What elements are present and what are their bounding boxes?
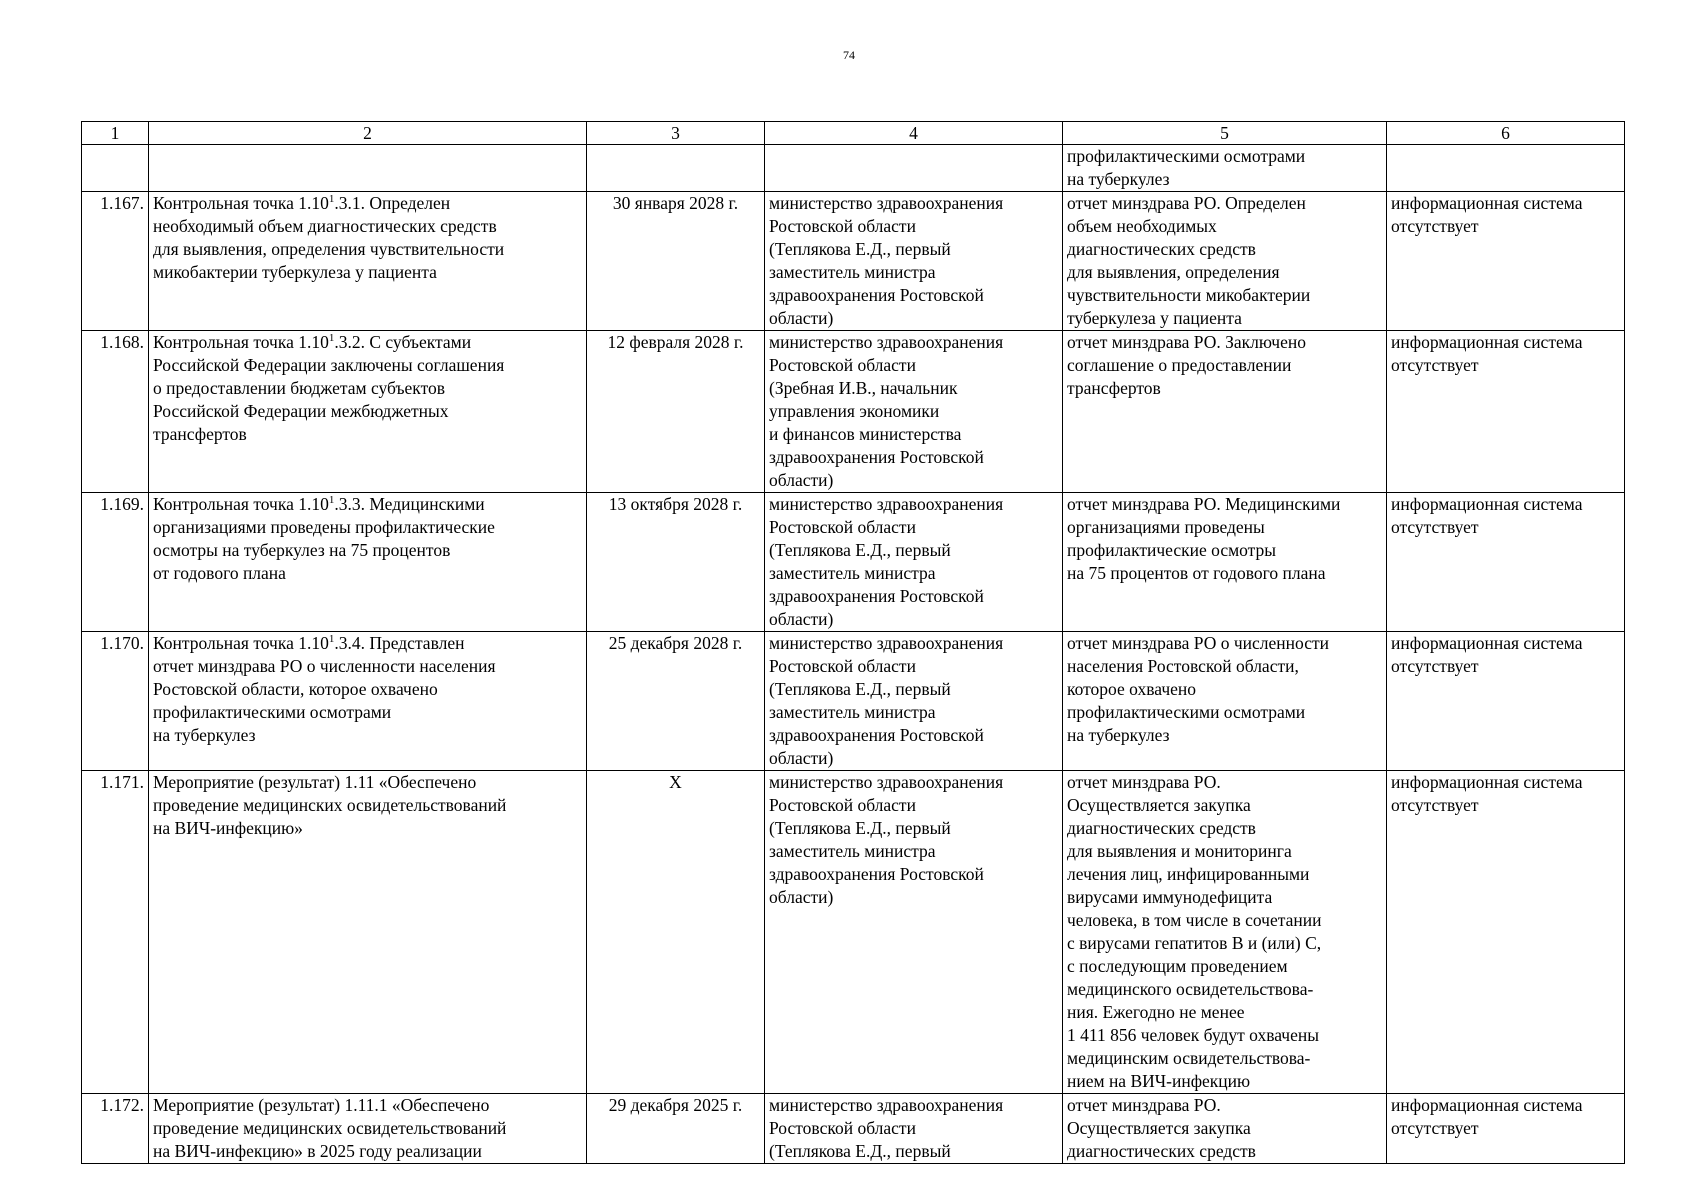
cell-name: Мероприятие (результат) 1.11.1 «Обеспечено проведение медицинских освидетельствований на ВИЧ-инфекцию» в 2025 году реализации xyxy=(149,1094,587,1164)
name-prefix: Контрольная точка 1.10 xyxy=(153,494,329,514)
cell-result: отчет минздрава РО о численности населения Ростовской области, которое охвачено профилактическими осмотрами на туберкулез xyxy=(1063,632,1387,771)
cell-result: отчет минздрава РО. Заключено соглашение о предоставлении трансфертов xyxy=(1063,331,1387,493)
cell-responsible xyxy=(765,145,1063,192)
table-header xyxy=(82,122,1625,145)
cell-result: отчет минздрава РО. Медицинскими организациями проведены профилактические осмотры на 75 процентов от годового плана xyxy=(1063,493,1387,632)
table-row xyxy=(82,192,1625,331)
cell-info-system: информационная система отсутствует xyxy=(1387,331,1625,493)
cell-date: 29 декабря 2025 г. xyxy=(587,1094,765,1164)
cell-responsible: министерство здравоохранения Ростовской области (Теплякова Е.Д., первый xyxy=(765,1094,1063,1164)
name-prefix: Контрольная точка 1.10 xyxy=(153,332,329,352)
header-row xyxy=(82,122,1625,145)
cell-date: 12 февраля 2028 г. xyxy=(587,331,765,493)
column-header-6: 6 xyxy=(1387,122,1625,145)
table-row xyxy=(82,493,1625,632)
table-body xyxy=(82,145,1625,1164)
cell-num: 1.168. xyxy=(82,331,149,493)
column-header-5: 5 xyxy=(1063,122,1387,145)
column-header-1: 1 xyxy=(82,122,149,145)
table-row xyxy=(82,632,1625,771)
cell-date: 13 октября 2028 г. xyxy=(587,493,765,632)
page-number: 74 xyxy=(843,48,855,62)
cell-name: Мероприятие (результат) 1.11 «Обеспечено проведение медицинских освидетельствований на ВИЧ-инфекцию» xyxy=(149,771,587,1094)
name-superscript: 1 xyxy=(328,494,335,507)
cell-name xyxy=(149,145,587,192)
plan-table xyxy=(81,121,1625,1164)
cell-responsible: министерство здравоохранения Ростовской области (Теплякова Е.Д., первый заместитель министра здравоохранения Ростовской области) xyxy=(765,192,1063,331)
cell-responsible: министерство здравоохранения Ростовской области (Теплякова Е.Д., первый заместитель министра здравоохранения Ростовской области) xyxy=(765,632,1063,771)
cell-name xyxy=(149,493,587,632)
cell-result: отчет минздрава РО. Осуществляется закупка диагностических средств xyxy=(1063,1094,1387,1164)
cell-info-system: информационная система отсутствует xyxy=(1387,1094,1625,1164)
cell-num: 1.171. xyxy=(82,771,149,1094)
cell-responsible: министерство здравоохранения Ростовской области (Теплякова Е.Д., первый заместитель министра здравоохранения Ростовской области) xyxy=(765,771,1063,1094)
cell-name xyxy=(149,192,587,331)
name-superscript: 1 xyxy=(328,332,335,345)
cell-date: X xyxy=(587,771,765,1094)
cell-info-system: информационная система отсутствует xyxy=(1387,632,1625,771)
cell-name xyxy=(149,632,587,771)
name-superscript: 1 xyxy=(328,193,335,206)
table-row xyxy=(82,771,1625,1094)
name-superscript: 1 xyxy=(328,633,335,646)
cell-responsible: министерство здравоохранения Ростовской области (Теплякова Е.Д., первый заместитель министра здравоохранения Ростовской области) xyxy=(765,493,1063,632)
name-prefix: Контрольная точка 1.10 xyxy=(153,633,329,653)
cell-result: отчет минздрава РО. Осуществляется закупка диагностических средств для выявления и мониторинга лечения лиц, инфицированными вирусами иммунодефицита человека, в том числе в сочетании с вирусами гепатитов B и (или) C, с последующим проведением медицинского освидетельствова- ния. Ежегодно не менее 1 411 856 человек будут охвачены медицинским освидетельствова- нием на ВИЧ-инфекцию xyxy=(1063,771,1387,1094)
name-suffix: .3.3. Медицинскими организациями проведены профилактические осмотры на туберкулез на 75 процентов от годового плана xyxy=(153,494,495,583)
cell-num: 1.170. xyxy=(82,632,149,771)
name-suffix: .3.1. Определен необходимый объем диагностических средств для выявления, определения чувствительности микобактерии туберкулеза у пациента xyxy=(153,193,505,282)
column-header-3: 3 xyxy=(587,122,765,145)
table-row-continuation xyxy=(82,145,1625,192)
table-row xyxy=(82,1094,1625,1164)
cell-num: 1.172. xyxy=(82,1094,149,1164)
column-header-2: 2 xyxy=(149,122,587,145)
cell-info-system xyxy=(1387,145,1625,192)
cell-num: 1.169. xyxy=(82,493,149,632)
cell-result: профилактическими осмотрами на туберкулез xyxy=(1063,145,1387,192)
table-row xyxy=(82,331,1625,493)
name-suffix: .3.2. С субъектами Российской Федерации заключены соглашения о предоставлении бюджетам субъектов Российской Федерации межбюджетных трансфертов xyxy=(153,332,505,444)
name-suffix: .3.4. Представлен отчет минздрава РО о численности населения Ростовской области, которое охвачено профилактическими осмотрами на туберкулез xyxy=(153,633,496,745)
cell-name xyxy=(149,331,587,493)
column-header-4: 4 xyxy=(765,122,1063,145)
cell-responsible: министерство здравоохранения Ростовской области (Зребная И.В., начальник управления экономики и финансов министерства здравоохранения Ростовской области) xyxy=(765,331,1063,493)
name-prefix: Контрольная точка 1.10 xyxy=(153,193,329,213)
cell-date: 25 декабря 2028 г. xyxy=(587,632,765,771)
cell-result: отчет минздрава РО. Определен объем необходимых диагностических средств для выявления, определения чувствительности микобактерии туберкулеза у пациента xyxy=(1063,192,1387,331)
cell-info-system: информационная система отсутствует xyxy=(1387,192,1625,331)
cell-num: 1.167. xyxy=(82,192,149,331)
cell-info-system: информационная система отсутствует xyxy=(1387,493,1625,632)
cell-date: 30 января 2028 г. xyxy=(587,192,765,331)
cell-info-system: информационная система отсутствует xyxy=(1387,771,1625,1094)
cell-num xyxy=(82,145,149,192)
cell-date xyxy=(587,145,765,192)
